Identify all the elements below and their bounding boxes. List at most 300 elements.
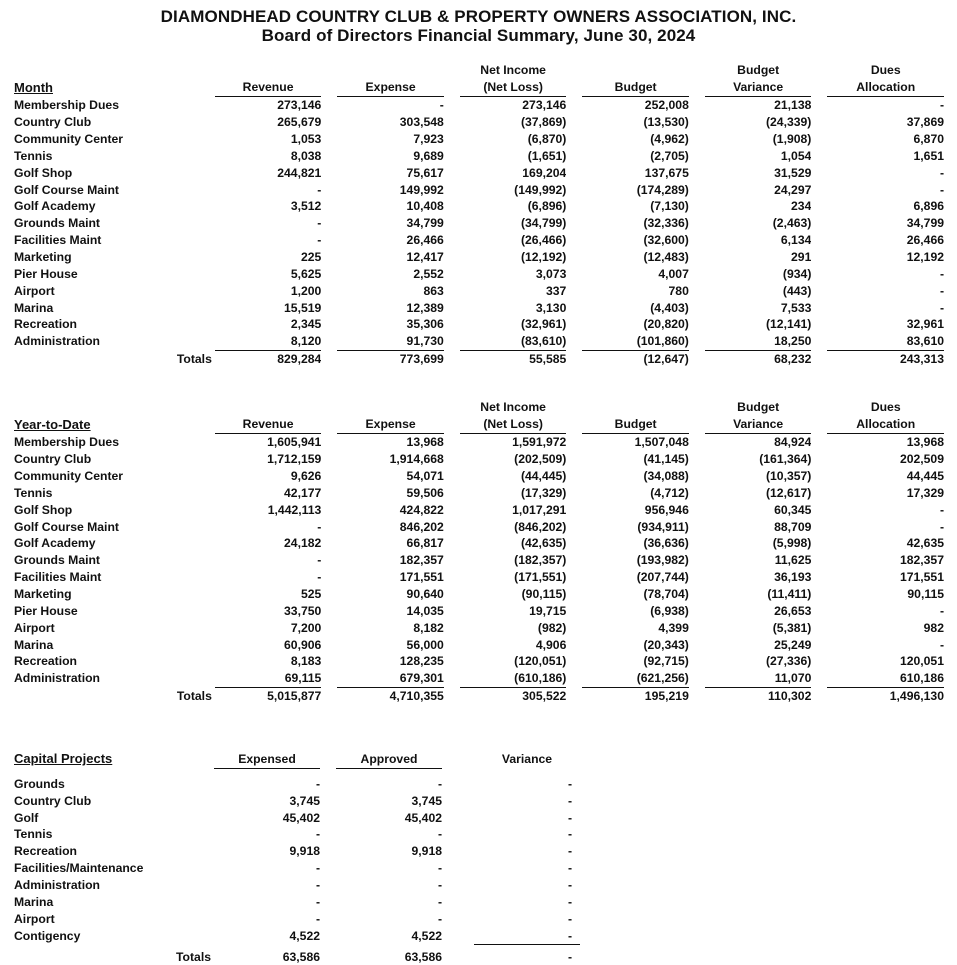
column-gap [689, 653, 705, 670]
cell-expense: 12,417 [406, 250, 444, 265]
cell-net: (149,992) [514, 182, 567, 197]
table-row [14, 636, 944, 653]
cell-expense: 773,699 [399, 352, 444, 367]
cell-revenue: - [317, 553, 322, 568]
row-label: Facilities/Maintenance [14, 861, 144, 876]
cell-dues: - [939, 98, 944, 113]
cell-variance: (12,617) [765, 485, 812, 500]
table-row [14, 232, 944, 249]
column-gap [566, 586, 582, 603]
cell-approved: 9,918 [411, 844, 442, 859]
table-row [14, 586, 944, 603]
column-gap [444, 636, 460, 653]
column-gap [442, 877, 474, 894]
spacer-cell [214, 768, 320, 776]
column-gap [689, 636, 705, 653]
column-gap [689, 586, 705, 603]
column-gap [811, 670, 827, 687]
column-gap [811, 114, 827, 131]
column-gap [689, 181, 705, 198]
column-gap [321, 299, 337, 316]
cell-budget: 1,507,048 [634, 435, 689, 450]
table-row [14, 97, 944, 114]
row-label: Recreation [14, 317, 77, 332]
cell-net: (83,610) [460, 333, 566, 350]
column-gap [689, 552, 705, 569]
cell-expense: 863 [423, 283, 444, 298]
cell-variance: - [567, 894, 572, 909]
cell-dues: 6,896 [913, 199, 944, 214]
cell-expensed: - [315, 877, 320, 892]
cell-dues: 182,357 [899, 553, 944, 568]
cell-expensed: 9,918 [289, 844, 320, 859]
column-gap [811, 434, 827, 451]
cell-dues: - [939, 502, 944, 517]
cell-net: (34,799) [520, 216, 567, 231]
cell-net: 55,585 [529, 352, 567, 367]
column-gap [321, 653, 337, 670]
cell-expense: 8,182 [413, 620, 444, 635]
cell-revenue: - [317, 570, 322, 585]
column-header-text: Allocation [856, 417, 916, 431]
cell-net: (37,869) [520, 115, 567, 130]
month-col-net-income [460, 62, 566, 97]
row-label: Golf Course Maint [14, 519, 119, 534]
table-row [14, 265, 944, 282]
cell-variance: (24,339) [765, 115, 812, 130]
row-label: Golf Academy [14, 536, 96, 551]
cell-net: (42,635) [520, 536, 567, 551]
table-row [14, 316, 944, 333]
column-gap [566, 670, 582, 687]
column-gap [442, 893, 474, 910]
column-gap [320, 776, 336, 793]
column-gap [321, 249, 337, 266]
column-header-text: Expense [365, 80, 416, 94]
cell-approved: 63,586 [404, 949, 442, 964]
row-label: Airport [14, 283, 55, 298]
column-gap [689, 148, 705, 165]
column-gap [689, 249, 705, 266]
cell-expensed: - [315, 894, 320, 909]
ytd-col-expense [337, 399, 443, 434]
column-gap [321, 619, 337, 636]
column-gap [566, 518, 582, 535]
column-gap [320, 927, 336, 944]
table-row [14, 792, 580, 809]
cell-variance: - [567, 776, 572, 791]
column-gap [689, 350, 705, 367]
cell-variance: 88,709 [774, 519, 812, 534]
column-gap [811, 181, 827, 198]
cell-approved: - [437, 776, 442, 791]
cell-approved: 45,402 [404, 810, 442, 825]
cell-dues: 32,961 [906, 317, 944, 332]
column-gap [811, 653, 827, 670]
cell-expense: 9,689 [413, 148, 444, 163]
column-gap [444, 687, 460, 704]
cell-expense: 90,640 [406, 587, 444, 602]
column-header-text: Budget [614, 80, 657, 94]
column-gap [811, 586, 827, 603]
cell-revenue: 1,605,941 [267, 435, 322, 450]
cell-variance: (443) [782, 283, 812, 298]
cell-variance: 68,232 [774, 352, 812, 367]
cell-variance: 6,134 [780, 233, 812, 248]
cell-variance: - [474, 927, 580, 944]
spacer-cell [442, 768, 474, 776]
column-gap [566, 687, 582, 704]
cell-expense: - [439, 98, 444, 113]
cell-variance: (934) [782, 266, 812, 281]
cell-net: (120,051) [514, 654, 567, 669]
cell-net: 305,522 [522, 689, 567, 704]
table-row [14, 893, 580, 910]
cell-budget: (32,336) [643, 216, 689, 231]
cell-expense: 7,923 [413, 132, 444, 147]
column-header-text: Net Income [480, 400, 546, 414]
column-header-text: Dues [870, 400, 901, 414]
column-gap [442, 944, 474, 965]
cell-revenue: 3,512 [290, 199, 322, 214]
column-gap [689, 501, 705, 518]
cell-expense: 54,071 [406, 469, 444, 484]
cell-variance: (5,998) [772, 536, 812, 551]
column-header-text: Revenue [242, 80, 294, 94]
column-gap [689, 198, 705, 215]
cell-expense: 56,000 [406, 637, 444, 652]
cell-revenue: 69,115 [215, 670, 321, 687]
column-gap [566, 131, 582, 148]
cell-expense: 303,548 [399, 115, 444, 130]
cell-revenue: 8,120 [215, 333, 321, 350]
column-gap [811, 232, 827, 249]
cell-dues: 1,651 [913, 148, 944, 163]
table-row [14, 518, 944, 535]
cell-dues: 90,115 [907, 587, 944, 602]
column-gap [566, 316, 582, 333]
month-totals-row [14, 350, 944, 367]
cell-revenue: - [317, 182, 322, 197]
column-gap [689, 114, 705, 131]
cell-variance: 11,070 [705, 670, 811, 687]
capital-col-variance: Variance [501, 752, 553, 766]
cell-budget: (2,705) [650, 148, 689, 163]
cell-expense: 679,301 [337, 670, 443, 687]
column-gap [321, 232, 337, 249]
spacer-cell [336, 768, 442, 776]
row-label: Country Club [14, 793, 92, 808]
cell-expense: 13,968 [406, 435, 444, 450]
cell-variance: - [567, 949, 572, 964]
cell-variance: (27,336) [765, 654, 812, 669]
cell-net: 337 [546, 283, 567, 298]
table-row [14, 653, 944, 670]
column-gap [444, 653, 460, 670]
cell-net: (90,115) [521, 587, 567, 602]
cell-expense: 35,306 [406, 317, 444, 332]
cell-net: 1,017,291 [512, 502, 567, 517]
cell-net: (26,466) [520, 233, 567, 248]
column-gap [811, 468, 827, 485]
column-gap [444, 198, 460, 215]
row-label: Tennis [14, 148, 53, 163]
cell-revenue: 33,750 [284, 603, 322, 618]
cell-budget: (12,647) [643, 352, 689, 367]
column-gap [444, 215, 460, 232]
column-gap [321, 670, 337, 687]
column-gap [321, 333, 337, 350]
cell-variance: (12,141) [765, 317, 812, 332]
column-gap [444, 282, 460, 299]
column-header-text: Dues [870, 63, 901, 77]
column-gap [566, 198, 582, 215]
cell-net: 3,130 [535, 300, 567, 315]
column-gap [442, 742, 474, 768]
cell-revenue: 525 [300, 587, 322, 602]
cell-net: (202,509) [514, 452, 567, 467]
column-gap [566, 619, 582, 636]
column-gap [444, 670, 460, 687]
cell-budget: (621,256) [582, 670, 688, 687]
capital-section-label: Capital Projects [14, 751, 113, 766]
row-label: Pier House [14, 603, 78, 618]
spacer-row [14, 768, 580, 776]
row-label: Marina [14, 300, 54, 315]
column-gap [811, 350, 827, 367]
table-row [14, 249, 944, 266]
cell-net: (6,870) [527, 132, 567, 147]
cell-budget: (12,483) [643, 250, 689, 265]
cell-variance: 31,529 [774, 165, 812, 180]
table-row [14, 501, 944, 518]
column-gap [566, 249, 582, 266]
cell-dues: 120,051 [899, 654, 944, 669]
capital-projects-table [14, 742, 580, 965]
row-label: Pier House [14, 266, 78, 281]
row-label: Golf Course Maint [14, 182, 119, 197]
table-row [14, 299, 944, 316]
table-row [14, 860, 580, 877]
column-gap [444, 299, 460, 316]
cell-budget: (4,403) [650, 300, 689, 315]
column-gap [811, 636, 827, 653]
column-gap [566, 114, 582, 131]
column-gap [689, 232, 705, 249]
row-label: Marketing [14, 587, 72, 602]
cell-budget: (934,911) [637, 519, 689, 534]
column-gap [444, 451, 460, 468]
column-gap [689, 619, 705, 636]
column-gap [811, 265, 827, 282]
column-gap [689, 518, 705, 535]
cell-net: (6,896) [527, 199, 567, 214]
column-header-text: Allocation [856, 80, 916, 94]
row-label: Tennis [14, 485, 53, 500]
table-row [14, 148, 944, 165]
row-label: Marina [14, 894, 54, 909]
row-label: Facilities Maint [14, 233, 102, 248]
ytd-col-net-income [460, 399, 566, 434]
column-gap [689, 468, 705, 485]
column-gap [689, 569, 705, 586]
cell-net: 3,073 [535, 266, 567, 281]
row-label: Totals [176, 949, 211, 964]
cell-budget: (92,715) [643, 654, 689, 669]
column-gap [566, 181, 582, 198]
cell-approved: 4,522 [411, 928, 442, 943]
column-gap [444, 148, 460, 165]
column-header-text: Variance [733, 80, 784, 94]
cell-revenue: 225 [300, 250, 322, 265]
ytd-col-dues-allocation [827, 399, 944, 434]
column-gap [321, 518, 337, 535]
column-gap [811, 501, 827, 518]
column-gap [566, 569, 582, 586]
cell-expense: 12,389 [406, 300, 444, 315]
cell-budget: 4,399 [658, 620, 689, 635]
table-row [14, 131, 944, 148]
cell-dues: 37,869 [906, 115, 944, 130]
row-label: Community Center [14, 132, 124, 147]
cell-dues: 26,466 [906, 233, 944, 248]
column-gap [566, 215, 582, 232]
column-gap [320, 826, 336, 843]
row-label: Administration [14, 877, 100, 892]
row-label: Golf Shop [14, 165, 73, 180]
cell-revenue: 1,200 [290, 283, 322, 298]
cell-expense: 26,466 [406, 233, 444, 248]
column-gap [321, 451, 337, 468]
cell-variance: - [567, 911, 572, 926]
cell-budget: (4,712) [650, 485, 689, 500]
cell-variance: 7,533 [780, 300, 812, 315]
column-gap [444, 350, 460, 367]
column-gap [320, 742, 336, 768]
column-gap [566, 282, 582, 299]
column-gap [320, 877, 336, 894]
column-gap [811, 164, 827, 181]
cell-expense: 91,730 [337, 333, 443, 350]
cell-dues: 243,313 [899, 352, 944, 367]
row-label: Airport [14, 620, 55, 635]
row-label: Airport [14, 911, 55, 926]
cell-budget: (34,088) [643, 469, 689, 484]
column-header-text: Budget [737, 400, 780, 414]
cell-expense: 182,357 [399, 553, 444, 568]
cell-revenue: 42,177 [284, 485, 322, 500]
cell-dues: 17,329 [906, 485, 944, 500]
cell-dues: 34,799 [906, 216, 944, 231]
cell-budget: (4,962) [650, 132, 689, 147]
cell-dues: 1,496,130 [889, 689, 944, 704]
cell-dues: - [939, 300, 944, 315]
column-gap [811, 97, 827, 114]
column-gap [321, 586, 337, 603]
column-gap [811, 687, 827, 704]
column-gap [321, 164, 337, 181]
column-gap [442, 910, 474, 927]
cell-dues: 12,192 [906, 250, 944, 265]
year-to-date-table [14, 399, 944, 705]
column-header-text: Net Income [480, 63, 546, 77]
cell-dues: 982 [923, 620, 944, 635]
column-gap [321, 148, 337, 165]
cell-expensed: - [315, 911, 320, 926]
column-gap [321, 535, 337, 552]
ytd-col-revenue [215, 399, 321, 434]
column-gap [321, 602, 337, 619]
cell-dues: 610,186 [827, 670, 944, 687]
cell-net: (610,186) [460, 670, 566, 687]
cell-revenue: 273,146 [277, 98, 322, 113]
column-gap [689, 451, 705, 468]
table-row [14, 826, 580, 843]
cell-variance: 234 [791, 199, 812, 214]
column-gap [321, 636, 337, 653]
table-row [14, 670, 944, 687]
column-gap [689, 164, 705, 181]
table-row [14, 619, 944, 636]
cell-variance: 25,249 [774, 637, 812, 652]
capital-col-approved: Approved [336, 742, 442, 768]
column-gap [811, 148, 827, 165]
cell-net: (12,192) [520, 250, 567, 265]
column-gap [566, 350, 582, 367]
cell-budget: 252,008 [644, 98, 689, 113]
column-gap [321, 198, 337, 215]
column-gap [320, 944, 336, 965]
column-gap [689, 399, 705, 434]
cell-net: 1,591,972 [512, 435, 567, 450]
column-gap [320, 910, 336, 927]
cell-revenue: - [317, 216, 322, 231]
cell-budget: (32,600) [643, 233, 689, 248]
column-header-text: Expense [365, 417, 416, 431]
column-gap [566, 97, 582, 114]
row-label: Membership Dues [14, 98, 119, 113]
row-label: Recreation [14, 844, 77, 859]
table-row [14, 434, 944, 451]
column-gap [320, 809, 336, 826]
cell-dues: 6,870 [913, 132, 944, 147]
cell-revenue: 9,626 [290, 469, 322, 484]
cell-net: (846,202) [514, 519, 567, 534]
ytd-col-budget-variance [705, 399, 811, 434]
cell-revenue: 1,712,159 [267, 452, 322, 467]
column-gap [689, 434, 705, 451]
table-row [14, 602, 944, 619]
cell-expensed: - [315, 861, 320, 876]
table-row [14, 535, 944, 552]
cell-net: 19,715 [529, 603, 567, 618]
cell-budget: (207,744) [636, 570, 689, 585]
cell-net: (982) [537, 620, 567, 635]
column-gap [444, 97, 460, 114]
row-label: Grounds Maint [14, 553, 100, 568]
cell-variance: - [567, 877, 572, 892]
cell-expense: 34,799 [406, 216, 444, 231]
column-header-text: (Net Loss) [483, 80, 543, 94]
month-table [14, 62, 944, 368]
cell-revenue: 265,679 [277, 115, 322, 130]
cell-dues: - [939, 182, 944, 197]
cell-revenue: 1,053 [290, 132, 322, 147]
column-gap [321, 114, 337, 131]
cell-variance: - [567, 793, 572, 808]
cell-approved: 3,745 [411, 793, 442, 808]
table-row [14, 215, 944, 232]
